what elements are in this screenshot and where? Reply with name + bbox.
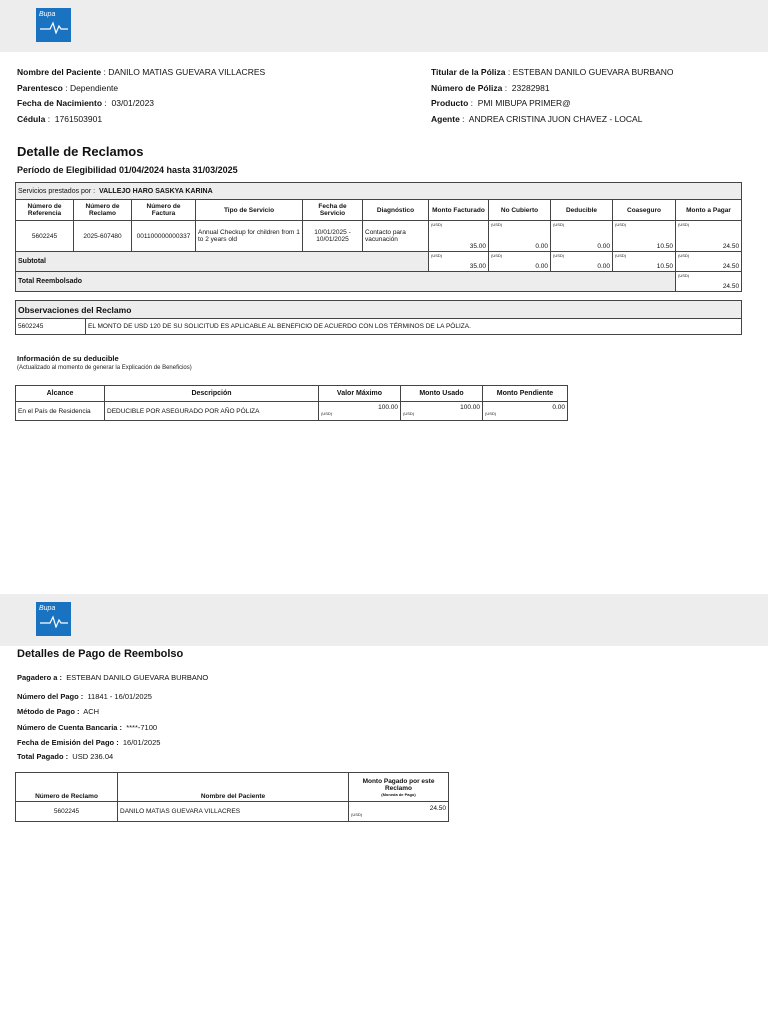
cell-diagnosis: Contacto para vacunación	[363, 221, 429, 252]
subtotal-label: Subtotal	[16, 252, 429, 272]
patient-dob-line: Fecha de Nacimiento : 03/01/2023	[17, 98, 155, 108]
observation-ref: 5602245	[16, 319, 86, 335]
subtotal-coinsurance: (USD) 10.50	[613, 252, 676, 272]
cell-service: Annual Checkup for children from 1 to 2 years old	[196, 221, 303, 252]
subtotal-billed: (USD) 35.00	[429, 252, 489, 272]
patient-relation-line: Parentesco : Dependiente	[17, 83, 119, 93]
logo-text: Bupa	[39, 605, 56, 612]
col-header: Número de Reclamo	[74, 200, 132, 221]
col-header: Número de Factura	[132, 200, 196, 221]
col-header: Número de Reclamo	[16, 773, 118, 802]
bupa-logo	[36, 602, 71, 636]
col-header: Alcance	[16, 386, 105, 402]
eligibility-period: Período de Elegibilidad 01/04/2024 hasta 31/03/2025	[17, 165, 238, 175]
table-row	[16, 319, 742, 335]
heartbeat-icon	[40, 614, 68, 628]
deductible-scope: En el País de Residencia	[16, 402, 105, 421]
payment-date-line: Fecha de Emisión del Pago : 16/01/2025	[17, 738, 161, 747]
deductible-header-row	[16, 386, 568, 402]
total-row	[16, 272, 742, 292]
payment-total-line: Total Pagado : USD 236.04	[17, 752, 114, 761]
bupa-logo	[36, 8, 71, 42]
amount-header-sub: (Moneda de Pago)	[381, 791, 416, 797]
observations-table	[15, 300, 742, 335]
cell-ref: 5602245	[16, 221, 74, 252]
payment-amount: (USD) 24.50	[349, 802, 449, 822]
subtotal-to-pay: (USD) 24.50	[676, 252, 742, 272]
deductible-used: (USD) 100.00	[401, 402, 483, 421]
cell-not-covered: (USD) 0.00	[489, 221, 551, 252]
col-header: Coaseguro	[613, 200, 676, 221]
col-header: Nombre del Paciente	[118, 773, 349, 802]
amount-header-label: Monto Pagado por este Reclamo	[362, 777, 435, 792]
col-header: Tipo de Servicio	[196, 200, 303, 221]
cell-to-pay: (USD) 24.50	[676, 221, 742, 252]
policy-holder-line: Titular de la Póliza : ESTEBAN DANILO GUEVARA BURBANO	[431, 67, 674, 77]
payment-header-row	[16, 773, 449, 802]
col-header: Fecha de Servicio	[303, 200, 363, 221]
claims-header-row	[16, 200, 742, 221]
subtotal-row	[16, 252, 742, 272]
subtotal-deductible: (USD) 0.00	[551, 252, 613, 272]
col-header: Descripción	[105, 386, 319, 402]
observations-title: Observaciones del Reclamo	[16, 301, 742, 319]
payment-payee-line: Pagadero a : ESTEBAN DANILO GUEVARA BURBANO	[17, 673, 209, 682]
payment-method-line: Método de Pago : ACH	[17, 707, 100, 716]
claims-table	[15, 182, 742, 292]
col-header: Monto a Pagar	[676, 200, 742, 221]
col-header: Deducible	[551, 200, 613, 221]
deductible-pending: (USD) 0.00	[483, 402, 568, 421]
deductible-info-subtitle: (Actualizado al momento de generar la Explicación de Beneficios)	[17, 365, 192, 371]
total-to-pay: (USD) 24.50	[676, 272, 742, 292]
col-header: Diagnóstico	[363, 200, 429, 221]
provider-row: Servicios prestados por : VALLEJO HARO SASKYA KARINA	[16, 183, 742, 200]
table-row	[16, 402, 568, 421]
col-header: Monto Facturado	[429, 200, 489, 221]
subtotal-not-covered: (USD) 0.00	[489, 252, 551, 272]
col-header: Monto Usado	[401, 386, 483, 402]
table-row	[16, 802, 449, 822]
col-header: Monto Pendiente	[483, 386, 568, 402]
payment-title: Detalles de Pago de Reembolso	[17, 648, 184, 660]
col-header: Valor Máximo	[319, 386, 401, 402]
observation-text: EL MONTO DE USD 120 DE SU SOLICITUD ES APLICABLE AL BENEFICIO DE ACUERDO CON LOS TÉRMINOS DE LA PÓLIZA.	[86, 319, 742, 335]
table-row	[16, 221, 742, 252]
cell-claim: 2025-607480	[74, 221, 132, 252]
policy-agent-line: Agente : ANDREA CRISTINA JUON CHAVEZ - LOCAL	[431, 114, 643, 124]
deductible-table	[15, 385, 568, 421]
cell-coinsurance: (USD) 10.50	[613, 221, 676, 252]
cell-billed: (USD) 35.00	[429, 221, 489, 252]
claims-title: Detalle de Reclamos	[17, 144, 144, 159]
payment-claim: 5602245	[16, 802, 118, 822]
col-header: Número de Referencia	[16, 200, 74, 221]
payment-account-line: Número de Cuenta Bancaria : ****-7100	[17, 723, 158, 732]
deductible-max: (USD) 100.00	[319, 402, 401, 421]
col-header: No Cubierto	[489, 200, 551, 221]
policy-product-line: Producto : PMI MIBUPA PRIMER@	[431, 98, 571, 108]
cell-invoice: 001100000000337	[132, 221, 196, 252]
policy-number-line: Número de Póliza : 23282981	[431, 83, 550, 93]
header-band	[0, 594, 768, 646]
total-label: Total Reembolsado	[16, 272, 676, 292]
payment-patient: DANILO MATIAS GUEVARA VILLACRES	[118, 802, 349, 822]
header-band	[0, 0, 768, 52]
col-header-amount	[349, 773, 449, 802]
payment-number-line: Número del Pago : 11841 - 16/01/2025	[17, 692, 152, 701]
patient-name-line: Nombre del Paciente : DANILO MATIAS GUEVARA VILLACRES	[17, 67, 266, 77]
cell-deductible: (USD) 0.00	[551, 221, 613, 252]
deductible-info-title: Información de su deducible	[17, 354, 119, 363]
logo-text: Bupa	[39, 11, 56, 18]
payment-table	[15, 772, 449, 822]
deductible-description: DEDUCIBLE POR ASEGURADO POR AÑO PÓLIZA	[105, 402, 319, 421]
heartbeat-icon	[40, 20, 68, 34]
cell-date: 10/01/2025 - 10/01/2025	[303, 221, 363, 252]
patient-id-line: Cédula : 1761503901	[17, 114, 103, 124]
